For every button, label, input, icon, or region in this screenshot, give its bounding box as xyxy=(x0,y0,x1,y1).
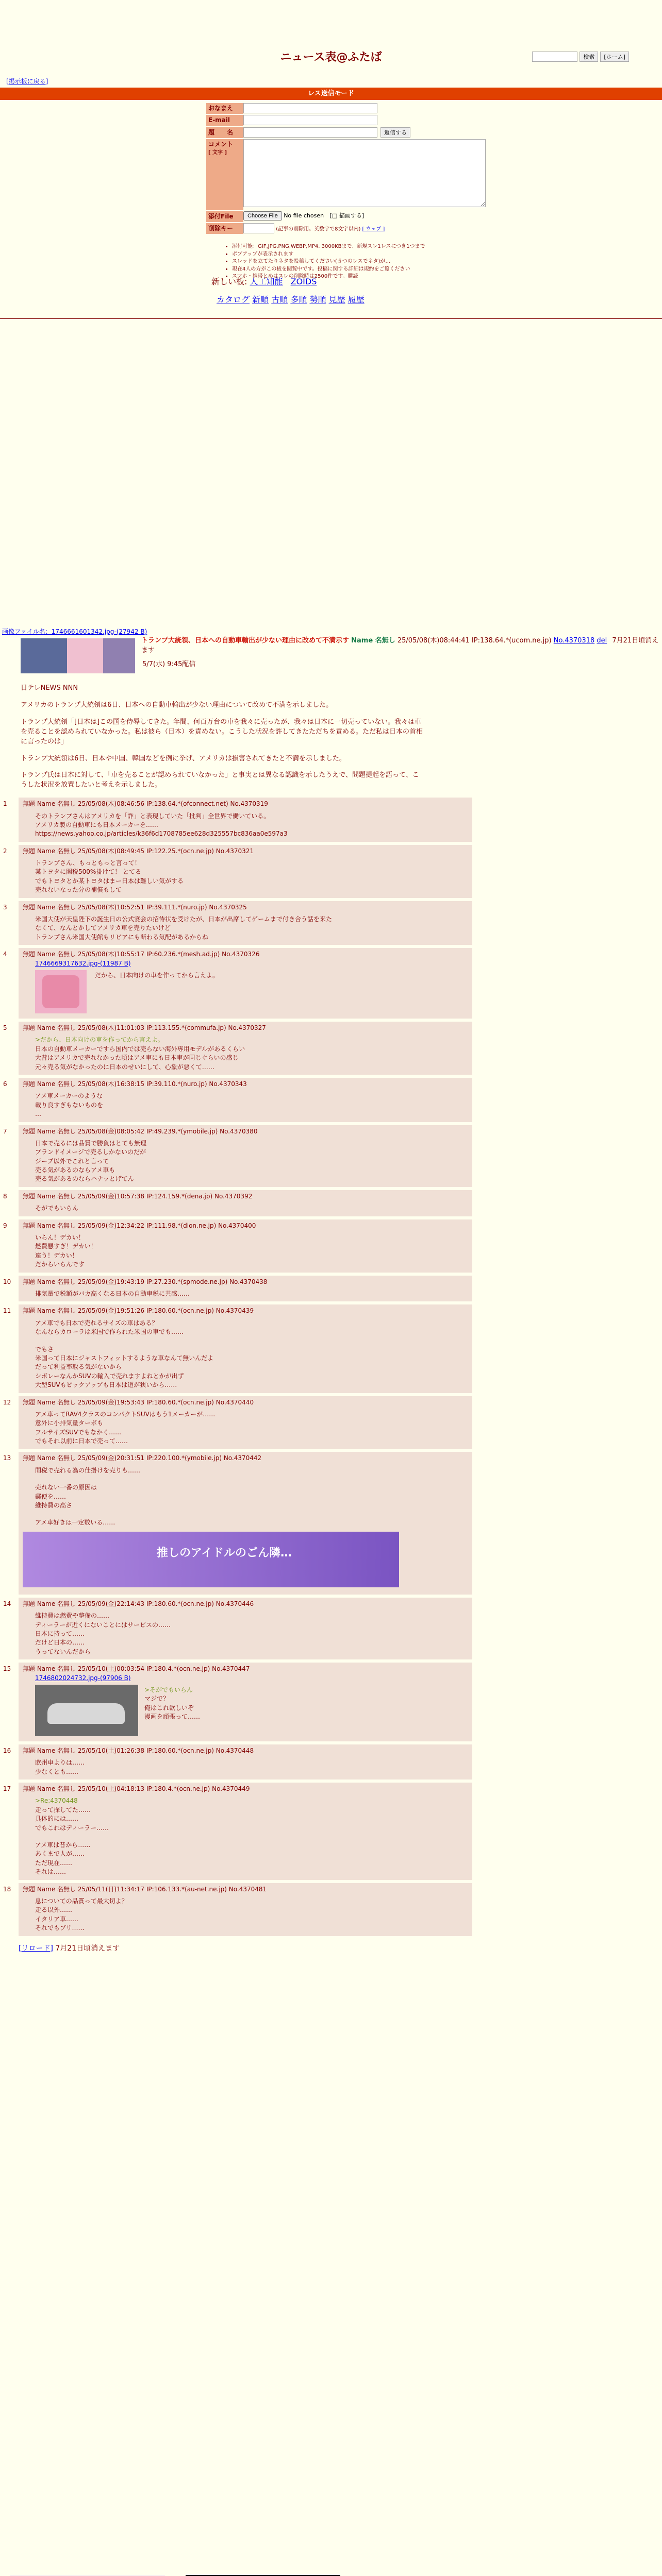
delkey-input[interactable] xyxy=(243,223,274,233)
reply-list xyxy=(0,798,662,1939)
reply-post xyxy=(19,948,472,1019)
name-input[interactable] xyxy=(243,103,377,113)
reply-index: 18 xyxy=(3,1885,11,1893)
comment-label: コメント [ 文字 ] xyxy=(206,139,243,210)
reply-body xyxy=(35,1797,467,1876)
reply-line: 載り良すぎもないものを xyxy=(35,1101,104,1109)
reply-header: 無題 Name 名無し 25/05/09(金)19:53:43 IP:180.60.*(ocn.ne.jp) No.4370440 xyxy=(23,1398,254,1406)
reply-line: ディーラーが近くにないことにはサービスの…… xyxy=(35,1621,171,1629)
op-ip: IP:138.64.*(ucom.ne.jp) xyxy=(471,637,552,645)
reply-line xyxy=(35,1510,467,1518)
op-expire: 7月21日頃消えます xyxy=(141,637,659,655)
reply-row xyxy=(0,1883,662,1939)
reply-post xyxy=(19,1219,472,1273)
reply-index: 15 xyxy=(3,1665,11,1673)
reply-body xyxy=(35,1466,467,1528)
reply-line: アメリカ製の自動車にも日本メーカーを…… xyxy=(35,821,158,828)
reply-row xyxy=(0,1783,662,1883)
reply-row xyxy=(0,1598,662,1663)
reply-thumbnail[interactable] xyxy=(35,1685,138,1736)
reply-body xyxy=(35,971,467,980)
search-box xyxy=(532,52,629,62)
reply-header: 無題 Name 名無し 25/05/11(日)11:34:17 IP:106.133.*(au-net.ne.jp) No.4370481 xyxy=(23,1885,267,1893)
reply-line: 売れないなった分の補償もして xyxy=(35,886,122,894)
reply-ad-banner-text: 推しのアイドルのごん隣… xyxy=(157,1546,292,1560)
reply-line: https://news.yahoo.co.jp/articles/k36f6d1708785ee628d325557bc836aa0e597a3 xyxy=(35,830,288,838)
board-title: ニュース表@ふたば xyxy=(280,51,382,64)
reply-line xyxy=(35,1833,467,1841)
reply-line: ジープ以外でこれと言って xyxy=(35,1157,109,1165)
reply-line: でもさ xyxy=(35,1345,54,1353)
op-paragraph: トランプ大統領は6日、日本や中国、韓国などを例に挙げ、アメリカは損害されてきたと不満を示しました。 xyxy=(21,754,346,762)
reply-line: トランプさん、もっともっと言って！ xyxy=(35,859,141,867)
reply-line: マジで？ xyxy=(144,1695,170,1703)
new-boards-label: 新しい板: xyxy=(211,277,247,286)
posting-notes xyxy=(211,243,500,281)
nav-catalog[interactable]: カタログ xyxy=(217,295,250,304)
reply-header: 無題 Name 名無し 25/05/09(金)20:31:51 IP:220.100.*(ymobile.jp) No.4370442 xyxy=(23,1454,262,1462)
note-item: • 現在4人の方がこの板を閲覧中です。投稿に関する詳細は規約をご覧ください xyxy=(232,266,500,274)
subject-input[interactable] xyxy=(243,127,377,138)
reply-line: でもそれ以前に日本で売って…… xyxy=(35,1437,128,1445)
nav-oldest[interactable]: 古順 xyxy=(271,295,288,304)
reply-row xyxy=(0,798,662,845)
reply-row xyxy=(0,1304,662,1396)
reply-row xyxy=(0,1022,662,1078)
search-input[interactable] xyxy=(532,52,577,62)
reply-body xyxy=(35,1612,467,1656)
reply-line: 遠う！デカい！ xyxy=(35,1251,78,1259)
reply-line: 漫画を頑張って…… xyxy=(144,1713,201,1721)
new-board-link[interactable]: 人工知能 xyxy=(250,277,283,286)
search-button[interactable]: 検索 xyxy=(580,52,598,62)
reload-link[interactable]: [リロード] xyxy=(19,1944,53,1953)
reply-line: >そがでもいらん xyxy=(144,1686,193,1693)
reply-header: 無題 Name 名無し 25/05/10(土)00:03:54 IP:180.4.*(ocn.ne.jp) No.4370447 xyxy=(23,1665,250,1673)
note-item: • スマホ・携帯とめはスレの削除時は2500件です。購読 xyxy=(232,273,500,281)
reply-body xyxy=(35,1319,467,1390)
reply-header: 無題 Name 名無し 25/05/09(金)10:57:38 IP:124.159.*(dena.jp) No.4370392 xyxy=(23,1192,253,1200)
comment-textarea[interactable] xyxy=(243,139,486,207)
reply-line: 日本に持って…… xyxy=(35,1630,85,1637)
reply-row xyxy=(0,1276,662,1305)
new-board-link[interactable]: ZOIDS xyxy=(290,277,317,286)
reply-body xyxy=(35,1290,467,1298)
reply-index: 6 xyxy=(3,1080,7,1088)
reply-post xyxy=(19,901,472,945)
paint-checkbox[interactable]: [□ 描画する] xyxy=(329,212,365,219)
reply-line: アメ車ってRAV4クラスのコンパクトSUVはもう1メーカーが…… xyxy=(35,1410,216,1418)
reply-line: 日本の自動車メーカーですら国内では売らない海外専用モデルがあるくらい xyxy=(35,1045,245,1053)
reply-line: … xyxy=(35,1110,41,1118)
reply-index: 1 xyxy=(3,800,7,808)
reply-line: 俺はこれ欲しいぞ xyxy=(144,1704,194,1711)
reply-index: 8 xyxy=(3,1192,7,1200)
back-to-board-link[interactable]: [掲示板に戻る] xyxy=(6,78,48,85)
reply-header: 無題 Name 名無し 25/05/09(金)22:14:43 IP:180.60.*(ocn.ne.jp) No.4370446 xyxy=(23,1600,254,1607)
reply-line: うってないんだから xyxy=(35,1648,91,1655)
op-file-link[interactable]: 画像ファイル名：1746661601342.jpg-(27942 B) xyxy=(2,628,147,635)
op-thumbnail[interactable] xyxy=(21,638,135,673)
file-status: No file chosen xyxy=(284,212,324,219)
reply-body xyxy=(35,915,467,942)
reply-post xyxy=(19,1663,472,1741)
reply-line: 元々売る気がなかったのに日本のせいにして、心象が悪くて…… xyxy=(35,1063,214,1071)
reply-line: それでもブリ…… xyxy=(35,1924,85,1932)
reply-thumbnail[interactable] xyxy=(35,970,87,1013)
reply-line: なんならカローラは米国で作られた米国の車でも…… xyxy=(35,1328,184,1336)
reply-index: 16 xyxy=(3,1747,11,1754)
reply-line: フルサイズSUVでもなかく…… xyxy=(35,1428,122,1436)
reply-line: 郵便を…… xyxy=(35,1493,67,1500)
phone-link[interactable]: [ ウェブ ] xyxy=(362,226,385,232)
reply-line: だって利益率取る気がないから xyxy=(35,1363,122,1371)
reply-form xyxy=(206,103,486,235)
reply-line: 走って探してた…… xyxy=(35,1806,91,1814)
note-item: • 添付可能：GIF,JPG,PNG,WEBP,MP4. 3000KBまで、新規スレ1レスにつき1つまで xyxy=(232,243,500,251)
thread xyxy=(0,628,662,1954)
reply-line: シボレーなんかSUVの輸入で売れますよねとかが出ず xyxy=(35,1372,184,1380)
reply-header: 無題 Name 名無し 25/05/08(木)10:55:17 IP:60.236.*(mesh.ad.jp) No.4370326 xyxy=(23,951,260,958)
reply-line: 維持費は燃費や整備の…… xyxy=(35,1612,110,1620)
reply-line: だからいらんです xyxy=(35,1261,85,1268)
reply-index: 13 xyxy=(3,1454,11,1462)
reply-line: ただ現在…… xyxy=(35,1859,73,1867)
op-name: Name 名無し xyxy=(351,637,395,645)
op-paragraph: トランプ大統領「[日本は]この国を侍辱してきた。年間、何百万台の車を我々に売ったが、我々は日本に一切売っていない。我々は車を売ることを認められていなかった。私は彼ら（日本）を責めない。こうした状況を許してきたただちを責める。ただ私は日本の首相に言ったのは」 xyxy=(21,718,423,745)
reply-mode-bar: レス送信モード xyxy=(0,88,662,100)
reply-line: >Re:4370448 xyxy=(35,1797,78,1805)
reply-index: 5 xyxy=(3,1024,7,1031)
reload-row xyxy=(19,1943,662,1954)
reply-line: それは…… xyxy=(35,1868,67,1876)
reply-index: 17 xyxy=(3,1785,11,1793)
reply-post xyxy=(19,1078,472,1122)
reply-header: 無題 Name 名無し 25/05/09(金)19:51:26 IP:180.60.*(ocn.ne.jp) No.4370439 xyxy=(23,1307,254,1315)
reply-line xyxy=(35,1337,467,1345)
reply-index: 4 xyxy=(3,951,7,958)
reply-line: でもトヨタとか某トヨタはまー日本は難しい気がする xyxy=(35,877,184,885)
reply-line: 日本で売るには品質で勝負はとても無理 xyxy=(35,1139,147,1147)
reply-post xyxy=(19,845,472,898)
reply-line: あくまで人が…… xyxy=(35,1850,85,1858)
reply-file-link[interactable]: 1746669317632.jpg-(11987 B) xyxy=(35,959,131,967)
reply-file-link[interactable]: 1746802024732.jpg-(97906 B) xyxy=(35,1674,131,1682)
reply-line: 大型SUVもピックアップも日本は道が狭いから…… xyxy=(35,1381,177,1389)
email-input[interactable] xyxy=(243,115,377,125)
reply-body xyxy=(35,1758,467,1776)
reply-post xyxy=(19,1883,472,1936)
reply-line: 息についての品質って最大切よ？ xyxy=(35,1897,128,1905)
reply-header: 無題 Name 名無し 25/05/08(木)08:46:56 IP:138.64.*(ofconnect.net) No.4370319 xyxy=(23,800,268,808)
reply-index: 2 xyxy=(3,847,7,855)
reply-row xyxy=(0,1663,662,1744)
nav-most[interactable]: 多順 xyxy=(290,295,307,304)
reply-body xyxy=(35,1139,467,1184)
reply-index: 9 xyxy=(3,1222,7,1229)
reply-line: ブランドイメージで売るしかないのだが xyxy=(35,1148,146,1156)
op-number[interactable]: No.4370318 xyxy=(553,637,595,645)
reply-header: 無題 Name 名無し 25/05/08(金)08:05:42 IP:49.239.*(ymobile.jp) No.4370380 xyxy=(23,1127,258,1135)
reply-post xyxy=(19,798,472,842)
reply-line: 売る気があるのならハナッとげてん xyxy=(35,1175,134,1183)
reply-post xyxy=(19,1022,472,1075)
reply-line: 排気量で税額がバカ高くなる日本の自動車税に共感…… xyxy=(35,1290,190,1297)
file-label: 添付File xyxy=(206,211,243,222)
reply-post xyxy=(19,1396,472,1449)
reply-post xyxy=(19,1276,472,1302)
reply-row xyxy=(0,901,662,948)
reply-post xyxy=(19,1598,472,1659)
reply-line: アメ車は昔から…… xyxy=(35,1841,91,1849)
reply-body xyxy=(35,1897,467,1933)
reply-line: だから、日本向けの車を作ってから言えよ。 xyxy=(95,972,219,979)
reply-row xyxy=(0,1452,662,1597)
note-item: • スレッドを立てたりネタを投稿してください(５つのレスでネタ)が… xyxy=(232,258,500,266)
reply-post xyxy=(19,1304,472,1393)
reply-header: 無題 Name 名無し 25/05/09(金)12:34:22 IP:111.98.*(dion.ne.jp) No.4370400 xyxy=(23,1222,256,1229)
reply-line: 欧州車よりは…… xyxy=(35,1759,85,1767)
reply-row xyxy=(0,1125,662,1190)
reply-line: 間税で売れる為の仕掛けを売りも…… xyxy=(35,1466,141,1474)
catalog-nav xyxy=(217,294,365,306)
reply-header: 無題 Name 名無し 25/05/10(土)04:18:13 IP:180.4.*(ocn.ne.jp) No.4370449 xyxy=(23,1785,250,1793)
subject-label: 題 名 xyxy=(206,127,243,138)
reply-header: 無題 Name 名無し 25/05/09(金)19:43:19 IP:27.230.*(spmode.ne.jp) No.4370438 xyxy=(23,1278,268,1285)
delkey-label: 削除キー xyxy=(206,223,243,234)
reply-row xyxy=(0,845,662,901)
reply-row xyxy=(0,1219,662,1276)
reply-index: 10 xyxy=(3,1278,11,1285)
reply-index: 14 xyxy=(3,1600,11,1607)
reply-post xyxy=(19,1125,472,1187)
reply-header: 無題 Name 名無し 25/05/08(木)10:52:51 IP:39.111.*(nuro.jp) No.4370325 xyxy=(23,903,247,911)
reply-post xyxy=(19,1452,472,1594)
submit-button[interactable]: 返信する xyxy=(380,127,410,138)
reply-line: 某トヨタに関税500%掛けて！ とてる xyxy=(35,868,142,876)
reply-line: アメ車でも日本で売れるサイズの車はある？ xyxy=(35,1319,158,1327)
reply-line xyxy=(35,1475,467,1483)
reply-line: 売る気があるのならアメ車も xyxy=(35,1166,115,1174)
reply-post xyxy=(19,1744,472,1780)
reply-line: 米国って日本にジャストフィットするような車なんて無いんだよ xyxy=(35,1354,214,1362)
reply-index: 11 xyxy=(3,1307,11,1315)
reply-line: なくて、なんとかしてアメリカ車を売りたいけど xyxy=(35,924,171,932)
home-button[interactable]: [ホーム] xyxy=(600,52,629,62)
reply-row xyxy=(0,948,662,1022)
reload-tail: 7月21日頃消えます xyxy=(55,1944,120,1953)
note-item: • ポプアップが表示されます xyxy=(232,251,500,259)
reply-line: でもこれはディーラー…… xyxy=(35,1824,109,1832)
op-file-info xyxy=(0,628,662,636)
reply-line: イタリア車…… xyxy=(35,1915,79,1923)
reply-line: 走る以外…… xyxy=(35,1906,73,1914)
reply-body xyxy=(35,812,467,839)
reply-line: そのトランプさんはアメリカを「詐」と表現していた「批判」全世界で働いている。 xyxy=(35,812,270,820)
reply-index: 7 xyxy=(3,1127,7,1135)
reply-line: アメ車好きは一定数いる…… xyxy=(35,1519,115,1527)
op-del-link[interactable]: del xyxy=(597,637,607,645)
reply-line: だけど日本の…… xyxy=(35,1639,85,1647)
reply-header: 無題 Name 名無し 25/05/08(木)16:38:15 IP:39.110.*(nuro.jp) No.4370343 xyxy=(23,1080,247,1088)
name-label: おなまえ xyxy=(206,103,243,114)
reply-line: トランプさん米国大使館もリビアにも断わる気配があるからね xyxy=(35,933,209,941)
op-body xyxy=(0,673,423,790)
reply-body xyxy=(35,1092,467,1118)
reply-row xyxy=(0,1190,662,1219)
nav-newest[interactable]: 新順 xyxy=(252,295,269,304)
reply-line: 売れない一番の原因は xyxy=(35,1484,97,1492)
reply-body xyxy=(35,1410,467,1446)
reply-line: アメ車メーカーのような xyxy=(35,1092,103,1100)
delkey-note: (記事の削除用。英数字で8文字以内) xyxy=(276,226,361,232)
reply-line: 意外に小排気量ターボも xyxy=(35,1419,104,1427)
reply-line: 少なくとも…… xyxy=(35,1768,79,1775)
op-paragraph: 日テレNEWS NNN xyxy=(21,684,78,692)
nav-momentum[interactable]: 勢順 xyxy=(309,295,326,304)
op-subject: トランプ大統領、日本への自動車輸出が少ない理由に改めて不満示す xyxy=(141,637,350,645)
op-paragraph: アメリカのトランプ大統領は6日、日本への自動車輸出が少ない理由について改めて不満を示しました。 xyxy=(21,701,333,709)
choose-file-button[interactable]: Choose File xyxy=(243,211,282,221)
op-timeline: 5/7(水) 9:45配信 xyxy=(142,660,196,669)
reply-body xyxy=(35,1036,467,1072)
reply-row xyxy=(0,1744,662,1783)
reply-index: 12 xyxy=(3,1398,11,1406)
op-paragraph: トランプ氏は日本に対して、「車を売ることが認められていなかった」と事実とは異なる認識を示したうえで、問題提起を語って、こうした状況を放置したいと考えを示しました。 xyxy=(21,771,419,789)
reply-line: 維持費の高さ xyxy=(35,1502,73,1510)
reply-line: >だから、日本向けの車を作ってから言えよ。 xyxy=(35,1036,164,1044)
nav-viewed[interactable]: 見歴 xyxy=(328,295,345,304)
reply-line: 米国大使が天皇陛下の誕生日の公式宴会の招待状を受けたが、日本が出席してゲームまで付き合う話を来た xyxy=(35,916,333,923)
reply-post xyxy=(19,1783,472,1880)
reply-body xyxy=(35,859,467,895)
reply-body xyxy=(35,1233,467,1269)
reply-row xyxy=(0,1396,662,1452)
reply-line: 具体的には…… xyxy=(35,1815,79,1823)
reply-line: そがでもいらん xyxy=(35,1205,79,1212)
reply-header: 無題 Name 名無し 25/05/10(土)01:26:38 IP:180.60.*(ocn.ne.jp) No.4370448 xyxy=(23,1747,254,1754)
reply-index: 3 xyxy=(3,903,7,911)
divider xyxy=(0,318,662,319)
reply-line: 燃費悪すぎ！デカい！ xyxy=(35,1243,97,1250)
reply-line: いらん！デカい！ xyxy=(35,1234,85,1242)
new-boards-nav xyxy=(211,276,322,287)
reply-body xyxy=(35,1204,467,1213)
reply-header: 無題 Name 名無し 25/05/08(木)08:49:45 IP:122.25.*(ocn.ne.jp) No.4370321 xyxy=(23,847,254,855)
reply-header: 無題 Name 名無し 25/05/08(木)11:01:03 IP:113.155.*(commufa.jp) No.4370327 xyxy=(23,1024,266,1031)
reply-row xyxy=(0,1078,662,1125)
reply-post xyxy=(19,1190,472,1216)
reply-line: 大昔はアメリカで売れなかった頃はアメ車にも日本車が同じぐらいの感じ xyxy=(35,1054,239,1062)
email-label: E-mail xyxy=(206,115,243,126)
op-date: 25/05/08(木)08:44:41 xyxy=(397,637,470,645)
reply-ad-banner[interactable] xyxy=(23,1532,399,1587)
nav-history[interactable]: 履歴 xyxy=(347,295,365,304)
